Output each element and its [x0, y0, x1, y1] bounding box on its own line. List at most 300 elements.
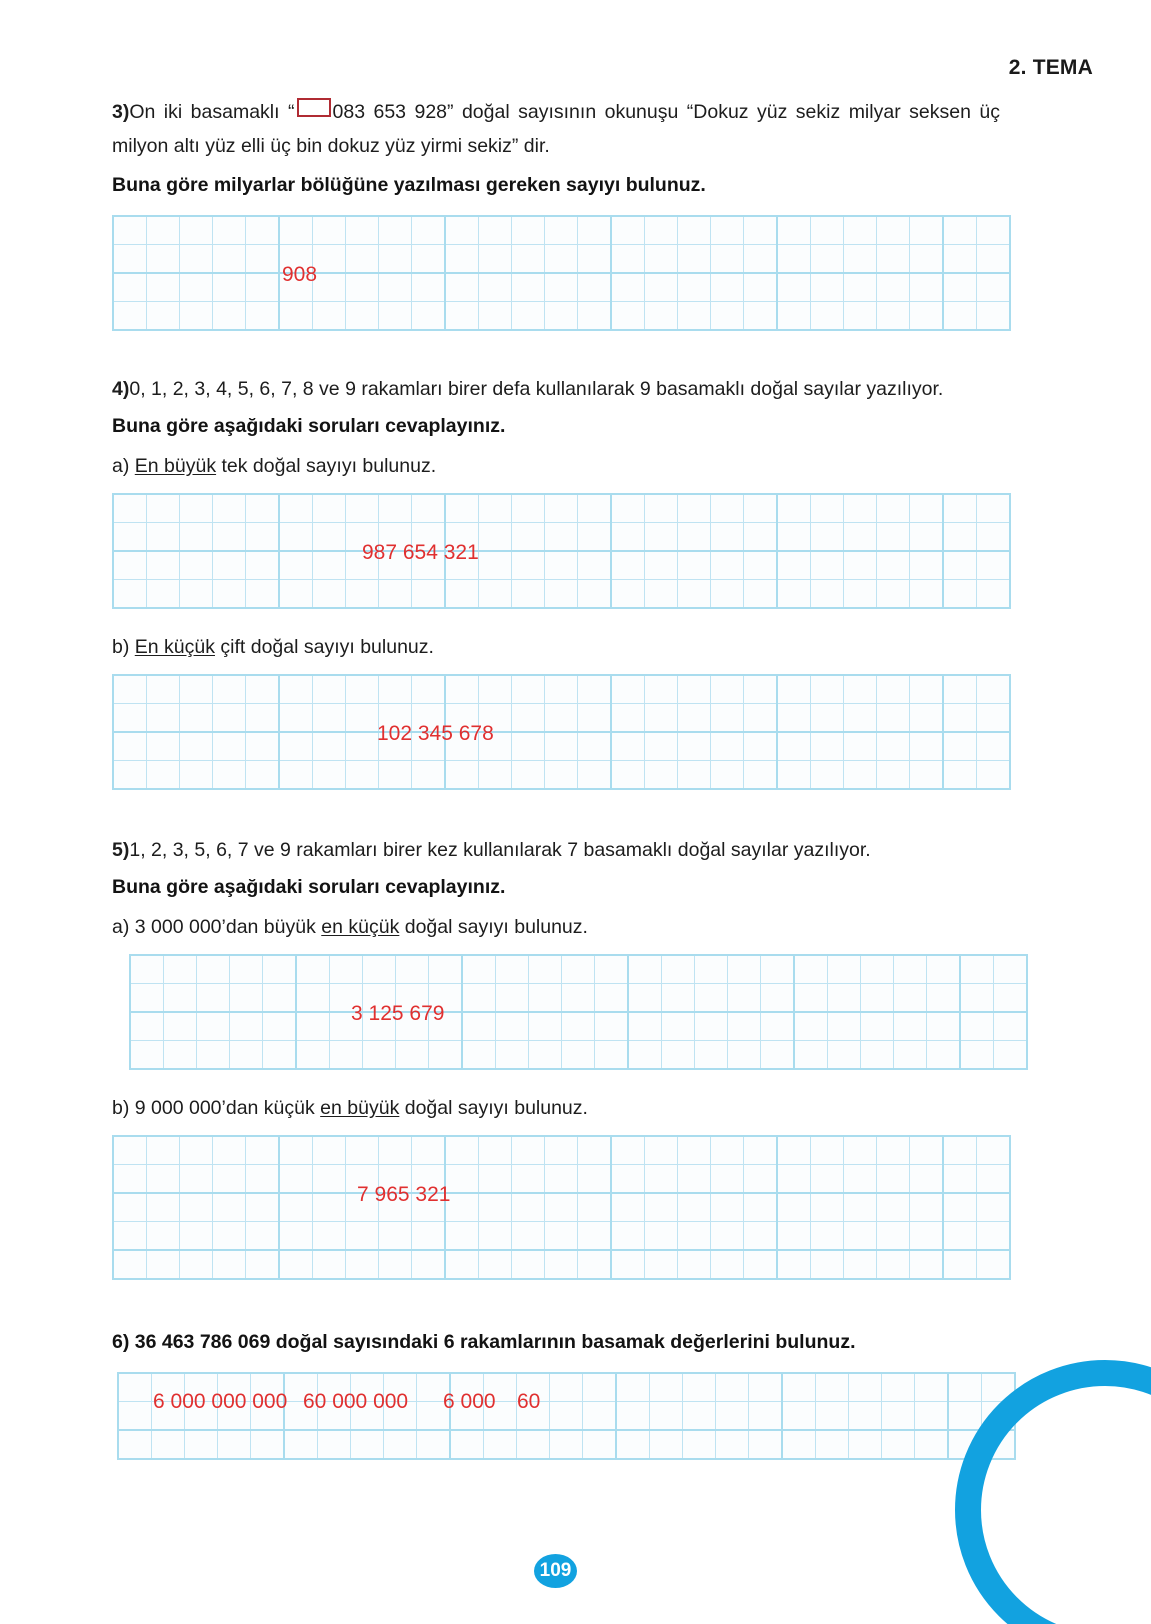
grid-cell[interactable] — [695, 1041, 728, 1070]
grid-cell[interactable] — [197, 955, 230, 984]
grid-cell[interactable] — [412, 703, 446, 732]
grid-cell[interactable] — [147, 216, 180, 245]
grid-cell[interactable] — [977, 760, 1011, 789]
grid-cell[interactable] — [180, 1193, 213, 1222]
grid-cell[interactable] — [512, 244, 545, 273]
grid-cell[interactable] — [450, 1373, 484, 1402]
grid-cell[interactable] — [711, 522, 744, 551]
grid-cell[interactable] — [479, 551, 512, 580]
grid-cell[interactable] — [346, 216, 379, 245]
grid-cell[interactable] — [512, 579, 545, 608]
question-3-answer-grid[interactable] — [112, 215, 1011, 331]
grid-cell[interactable] — [313, 703, 346, 732]
grid-cell[interactable] — [777, 1193, 811, 1222]
grid-cell[interactable] — [844, 703, 877, 732]
grid-cell[interactable] — [346, 1250, 379, 1279]
grid-cell[interactable] — [113, 494, 147, 523]
grid-cell[interactable] — [113, 273, 147, 302]
grid-cell[interactable] — [777, 732, 811, 761]
grid-cell[interactable] — [484, 1430, 517, 1459]
grid-cell[interactable] — [744, 1222, 778, 1251]
grid-cell[interactable] — [147, 1222, 180, 1251]
grid-cell[interactable] — [529, 1041, 562, 1070]
grid-cell[interactable] — [645, 1250, 678, 1279]
grid-cell[interactable] — [512, 301, 545, 330]
grid-cell[interactable] — [977, 1250, 1011, 1279]
grid-cell[interactable] — [678, 1165, 711, 1194]
question-4b-answer-grid[interactable] — [112, 674, 1011, 790]
grid-cell[interactable] — [744, 273, 778, 302]
grid-cell[interactable] — [678, 703, 711, 732]
grid-cell[interactable] — [977, 1165, 1011, 1194]
grid-cell[interactable] — [346, 760, 379, 789]
grid-cell[interactable] — [844, 760, 877, 789]
grid-cell[interactable] — [479, 216, 512, 245]
grid-cell[interactable] — [450, 1401, 484, 1430]
grid-cell[interactable] — [147, 522, 180, 551]
grid-cell[interactable] — [213, 579, 246, 608]
grid-cell[interactable] — [412, 522, 446, 551]
grid-cell[interactable] — [616, 1401, 650, 1430]
grid-cell[interactable] — [147, 703, 180, 732]
grid-cell[interactable] — [379, 1136, 412, 1165]
question-6-answer-grid[interactable] — [117, 1372, 1016, 1460]
grid-cell[interactable] — [147, 301, 180, 330]
grid-cell[interactable] — [246, 732, 280, 761]
grid-cell[interactable] — [711, 301, 744, 330]
grid-cell[interactable] — [379, 1193, 412, 1222]
grid-cell[interactable] — [147, 675, 180, 704]
grid-cell[interactable] — [445, 732, 479, 761]
grid-cell[interactable] — [479, 703, 512, 732]
grid-cell[interactable] — [279, 273, 313, 302]
grid-cell[interactable] — [213, 1193, 246, 1222]
grid-cell[interactable] — [844, 244, 877, 273]
grid-cell[interactable] — [562, 984, 595, 1013]
grid-cell[interactable] — [910, 273, 944, 302]
grid-cell[interactable] — [545, 301, 578, 330]
grid-cell[interactable] — [412, 494, 446, 523]
grid-cell[interactable] — [263, 984, 297, 1013]
grid-cell[interactable] — [517, 1401, 550, 1430]
grid-cell[interactable] — [396, 984, 429, 1013]
grid-cell[interactable] — [650, 1430, 683, 1459]
grid-cell[interactable] — [279, 675, 313, 704]
grid-cell[interactable] — [279, 1250, 313, 1279]
grid-cell[interactable] — [445, 1222, 479, 1251]
grid-cell[interactable] — [113, 1165, 147, 1194]
grid-cell[interactable] — [251, 1430, 285, 1459]
grid-cell[interactable] — [611, 1165, 645, 1194]
grid-cell[interactable] — [152, 1401, 185, 1430]
grid-cell[interactable] — [147, 494, 180, 523]
grid-cell[interactable] — [711, 579, 744, 608]
grid-cell[interactable] — [728, 955, 761, 984]
grid-cell[interactable] — [313, 244, 346, 273]
grid-cell[interactable] — [611, 522, 645, 551]
grid-cell[interactable] — [645, 760, 678, 789]
grid-cell[interactable] — [749, 1401, 783, 1430]
grid-cell[interactable] — [645, 1222, 678, 1251]
grid-cell[interactable] — [711, 244, 744, 273]
grid-cell[interactable] — [910, 1222, 944, 1251]
grid-cell[interactable] — [113, 1136, 147, 1165]
grid-cell[interactable] — [496, 1012, 529, 1041]
grid-cell[interactable] — [728, 1012, 761, 1041]
grid-cell[interactable] — [263, 1012, 297, 1041]
grid-cell[interactable] — [711, 216, 744, 245]
grid-cell[interactable] — [910, 522, 944, 551]
grid-cell[interactable] — [429, 955, 463, 984]
grid-cell[interactable] — [213, 732, 246, 761]
grid-cell[interactable] — [412, 273, 446, 302]
grid-cell[interactable] — [645, 522, 678, 551]
grid-cell[interactable] — [445, 1193, 479, 1222]
grid-cell[interactable] — [313, 1222, 346, 1251]
grid-cell[interactable] — [213, 703, 246, 732]
grid-cell[interactable] — [645, 494, 678, 523]
grid-cell[interactable] — [578, 1250, 612, 1279]
grid-cell[interactable] — [578, 551, 612, 580]
grid-cell[interactable] — [445, 1165, 479, 1194]
grid-cell[interactable] — [777, 494, 811, 523]
grid-cell[interactable] — [379, 522, 412, 551]
grid-cell[interactable] — [412, 1136, 446, 1165]
grid-cell[interactable] — [683, 1401, 716, 1430]
grid-cell[interactable] — [462, 1012, 496, 1041]
grid-cell[interactable] — [811, 760, 844, 789]
grid-cell[interactable] — [943, 1250, 977, 1279]
grid-cell[interactable] — [943, 273, 977, 302]
grid-cell[interactable] — [716, 1430, 749, 1459]
grid-cell[interactable] — [977, 551, 1011, 580]
grid-cell[interactable] — [678, 675, 711, 704]
grid-cell[interactable] — [761, 1041, 795, 1070]
grid-cell[interactable] — [943, 301, 977, 330]
grid-cell[interactable] — [263, 1041, 297, 1070]
grid-cell[interactable] — [479, 301, 512, 330]
grid-cell[interactable] — [777, 579, 811, 608]
grid-cell[interactable] — [611, 1193, 645, 1222]
grid-cell[interactable] — [313, 522, 346, 551]
grid-cell[interactable] — [777, 1222, 811, 1251]
grid-cell[interactable] — [529, 955, 562, 984]
grid-cell[interactable] — [462, 1041, 496, 1070]
grid-cell[interactable] — [113, 551, 147, 580]
grid-cell[interactable] — [246, 551, 280, 580]
grid-cell[interactable] — [943, 703, 977, 732]
grid-cell[interactable] — [943, 675, 977, 704]
grid-cell[interactable] — [246, 1165, 280, 1194]
grid-cell[interactable] — [645, 216, 678, 245]
grid-cell[interactable] — [811, 551, 844, 580]
grid-cell[interactable] — [545, 551, 578, 580]
grid-cell[interactable] — [279, 522, 313, 551]
grid-cell[interactable] — [578, 732, 612, 761]
grid-cell[interactable] — [529, 984, 562, 1013]
grid-cell[interactable] — [645, 301, 678, 330]
grid-cell[interactable] — [977, 1136, 1011, 1165]
grid-cell[interactable] — [484, 1401, 517, 1430]
grid-cell[interactable] — [545, 1193, 578, 1222]
grid-cell[interactable] — [711, 760, 744, 789]
grid-cell[interactable] — [811, 732, 844, 761]
grid-cell[interactable] — [396, 1012, 429, 1041]
grid-cell[interactable] — [351, 1430, 384, 1459]
grid-cell[interactable] — [678, 273, 711, 302]
grid-cell[interactable] — [943, 1222, 977, 1251]
grid-cell[interactable] — [844, 1136, 877, 1165]
grid-cell[interactable] — [844, 494, 877, 523]
grid-cell[interactable] — [479, 273, 512, 302]
grid-cell[interactable] — [877, 273, 910, 302]
grid-cell[interactable] — [910, 216, 944, 245]
grid-cell[interactable] — [777, 1136, 811, 1165]
grid-cell[interactable] — [379, 703, 412, 732]
grid-cell[interactable] — [445, 494, 479, 523]
grid-cell[interactable] — [213, 273, 246, 302]
grid-cell[interactable] — [761, 984, 795, 1013]
grid-cell[interactable] — [296, 955, 330, 984]
grid-cell[interactable] — [910, 732, 944, 761]
grid-cell[interactable] — [777, 216, 811, 245]
grid-cell[interactable] — [113, 301, 147, 330]
grid-cell[interactable] — [213, 551, 246, 580]
grid-cell[interactable] — [744, 494, 778, 523]
grid-cell[interactable] — [152, 1373, 185, 1402]
grid-cell[interactable] — [711, 1222, 744, 1251]
grid-cell[interactable] — [910, 494, 944, 523]
grid-cell[interactable] — [877, 1222, 910, 1251]
grid-cell[interactable] — [213, 760, 246, 789]
grid-cell[interactable] — [351, 1401, 384, 1430]
grid-cell[interactable] — [595, 1012, 629, 1041]
grid-cell[interactable] — [479, 675, 512, 704]
grid-cell[interactable] — [113, 522, 147, 551]
grid-cell[interactable] — [180, 551, 213, 580]
grid-cell[interactable] — [213, 216, 246, 245]
grid-cell[interactable] — [844, 1222, 877, 1251]
grid-cell[interactable] — [828, 1012, 861, 1041]
grid-cell[interactable] — [197, 1041, 230, 1070]
grid-cell[interactable] — [915, 1430, 949, 1459]
grid-cell[interactable] — [894, 1041, 927, 1070]
grid-cell[interactable] — [744, 579, 778, 608]
grid-cell[interactable] — [844, 216, 877, 245]
grid-cell[interactable] — [816, 1430, 849, 1459]
grid-cell[interactable] — [379, 244, 412, 273]
grid-cell[interactable] — [246, 244, 280, 273]
grid-cell[interactable] — [611, 1222, 645, 1251]
grid-cell[interactable] — [512, 1165, 545, 1194]
grid-cell[interactable] — [113, 732, 147, 761]
grid-cell[interactable] — [147, 1193, 180, 1222]
grid-cell[interactable] — [213, 675, 246, 704]
grid-cell[interactable] — [861, 1012, 894, 1041]
grid-cell[interactable] — [412, 216, 446, 245]
grid-cell[interactable] — [811, 494, 844, 523]
grid-cell[interactable] — [777, 551, 811, 580]
grid-cell[interactable] — [910, 551, 944, 580]
grid-cell[interactable] — [910, 1250, 944, 1279]
grid-cell[interactable] — [977, 1222, 1011, 1251]
grid-cell[interactable] — [948, 1373, 982, 1402]
grid-cell[interactable] — [213, 522, 246, 551]
grid-cell[interactable] — [583, 1373, 617, 1402]
grid-cell[interactable] — [761, 955, 795, 984]
grid-cell[interactable] — [479, 1165, 512, 1194]
grid-cell[interactable] — [147, 1136, 180, 1165]
grid-cell[interactable] — [545, 579, 578, 608]
grid-cell[interactable] — [346, 1193, 379, 1222]
grid-cell[interactable] — [496, 955, 529, 984]
grid-cell[interactable] — [578, 579, 612, 608]
grid-cell[interactable] — [611, 551, 645, 580]
question-4a-answer-grid[interactable] — [112, 493, 1011, 609]
grid-cell[interactable] — [711, 1250, 744, 1279]
grid-cell[interactable] — [180, 1250, 213, 1279]
grid-cell[interactable] — [346, 1222, 379, 1251]
grid-cell[interactable] — [412, 244, 446, 273]
grid-cell[interactable] — [910, 703, 944, 732]
grid-cell[interactable] — [412, 760, 446, 789]
grid-cell[interactable] — [777, 1165, 811, 1194]
grid-cell[interactable] — [296, 984, 330, 1013]
grid-cell[interactable] — [130, 955, 164, 984]
grid-cell[interactable] — [512, 1136, 545, 1165]
grid-cell[interactable] — [578, 494, 612, 523]
grid-cell[interactable] — [279, 494, 313, 523]
grid-cell[interactable] — [611, 216, 645, 245]
grid-cell[interactable] — [180, 1165, 213, 1194]
grid-cell[interactable] — [977, 494, 1011, 523]
grid-cell[interactable] — [811, 244, 844, 273]
grid-cell[interactable] — [645, 1193, 678, 1222]
grid-cell[interactable] — [246, 1222, 280, 1251]
grid-cell[interactable] — [130, 1041, 164, 1070]
grid-cell[interactable] — [811, 1222, 844, 1251]
grid-cell[interactable] — [279, 1165, 313, 1194]
grid-cell[interactable] — [943, 760, 977, 789]
grid-cell[interactable] — [263, 955, 297, 984]
grid-cell[interactable] — [662, 1041, 695, 1070]
grid-cell[interactable] — [445, 522, 479, 551]
grid-cell[interactable] — [246, 301, 280, 330]
grid-cell[interactable] — [943, 522, 977, 551]
grid-cell[interactable] — [445, 760, 479, 789]
grid-cell[interactable] — [910, 1193, 944, 1222]
grid-cell[interactable] — [828, 1041, 861, 1070]
grid-cell[interactable] — [180, 522, 213, 551]
grid-cell[interactable] — [218, 1401, 251, 1430]
grid-cell[interactable] — [279, 703, 313, 732]
grid-cell[interactable] — [118, 1373, 152, 1402]
grid-cell[interactable] — [777, 301, 811, 330]
grid-cell[interactable] — [650, 1401, 683, 1430]
grid-cell[interactable] — [844, 522, 877, 551]
grid-cell[interactable] — [445, 551, 479, 580]
grid-cell[interactable] — [180, 273, 213, 302]
grid-cell[interactable] — [678, 579, 711, 608]
grid-cell[interactable] — [894, 1012, 927, 1041]
grid-cell[interactable] — [279, 760, 313, 789]
grid-cell[interactable] — [816, 1373, 849, 1402]
question-5b-answer-grid[interactable] — [112, 1135, 1011, 1280]
grid-cell[interactable] — [479, 1250, 512, 1279]
grid-cell[interactable] — [113, 1222, 147, 1251]
grid-cell[interactable] — [279, 732, 313, 761]
grid-cell[interactable] — [794, 1041, 828, 1070]
grid-cell[interactable] — [777, 1250, 811, 1279]
grid-cell[interactable] — [811, 522, 844, 551]
grid-cell[interactable] — [578, 273, 612, 302]
grid-cell[interactable] — [284, 1373, 318, 1402]
grid-cell[interactable] — [678, 1222, 711, 1251]
grid-cell[interactable] — [611, 579, 645, 608]
grid-cell[interactable] — [782, 1373, 816, 1402]
grid-cell[interactable] — [313, 579, 346, 608]
grid-cell[interactable] — [910, 1136, 944, 1165]
grid-cell[interactable] — [711, 1136, 744, 1165]
grid-cell[interactable] — [744, 1193, 778, 1222]
grid-cell[interactable] — [777, 522, 811, 551]
grid-cell[interactable] — [877, 1193, 910, 1222]
grid-cell[interactable] — [910, 244, 944, 273]
grid-cell[interactable] — [545, 216, 578, 245]
grid-cell[interactable] — [512, 1250, 545, 1279]
grid-cell[interactable] — [910, 675, 944, 704]
grid-cell[interactable] — [379, 216, 412, 245]
grid-cell[interactable] — [849, 1373, 882, 1402]
grid-cell[interactable] — [844, 675, 877, 704]
grid-cell[interactable] — [445, 579, 479, 608]
grid-cell[interactable] — [683, 1373, 716, 1402]
grid-cell[interactable] — [744, 675, 778, 704]
grid-cell[interactable] — [683, 1430, 716, 1459]
grid-cell[interactable] — [313, 1193, 346, 1222]
grid-cell[interactable] — [346, 494, 379, 523]
grid-cell[interactable] — [777, 273, 811, 302]
grid-cell[interactable] — [910, 1165, 944, 1194]
grid-cell[interactable] — [744, 703, 778, 732]
grid-cell[interactable] — [164, 984, 197, 1013]
grid-cell[interactable] — [662, 984, 695, 1013]
grid-cell[interactable] — [910, 760, 944, 789]
grid-cell[interactable] — [512, 732, 545, 761]
grid-cell[interactable] — [479, 1193, 512, 1222]
grid-cell[interactable] — [479, 522, 512, 551]
grid-cell[interactable] — [578, 1136, 612, 1165]
grid-cell[interactable] — [279, 244, 313, 273]
grid-cell[interactable] — [545, 522, 578, 551]
grid-cell[interactable] — [894, 955, 927, 984]
grid-cell[interactable] — [578, 760, 612, 789]
grid-cell[interactable] — [943, 1136, 977, 1165]
grid-cell[interactable] — [977, 675, 1011, 704]
grid-cell[interactable] — [462, 955, 496, 984]
grid-cell[interactable] — [744, 1136, 778, 1165]
grid-cell[interactable] — [695, 1012, 728, 1041]
grid-cell[interactable] — [152, 1430, 185, 1459]
grid-cell[interactable] — [578, 703, 612, 732]
grid-cell[interactable] — [977, 273, 1011, 302]
grid-cell[interactable] — [578, 1222, 612, 1251]
grid-cell[interactable] — [246, 1136, 280, 1165]
grid-cell[interactable] — [578, 1165, 612, 1194]
grid-cell[interactable] — [545, 494, 578, 523]
grid-cell[interactable] — [977, 244, 1011, 273]
grid-cell[interactable] — [645, 1136, 678, 1165]
